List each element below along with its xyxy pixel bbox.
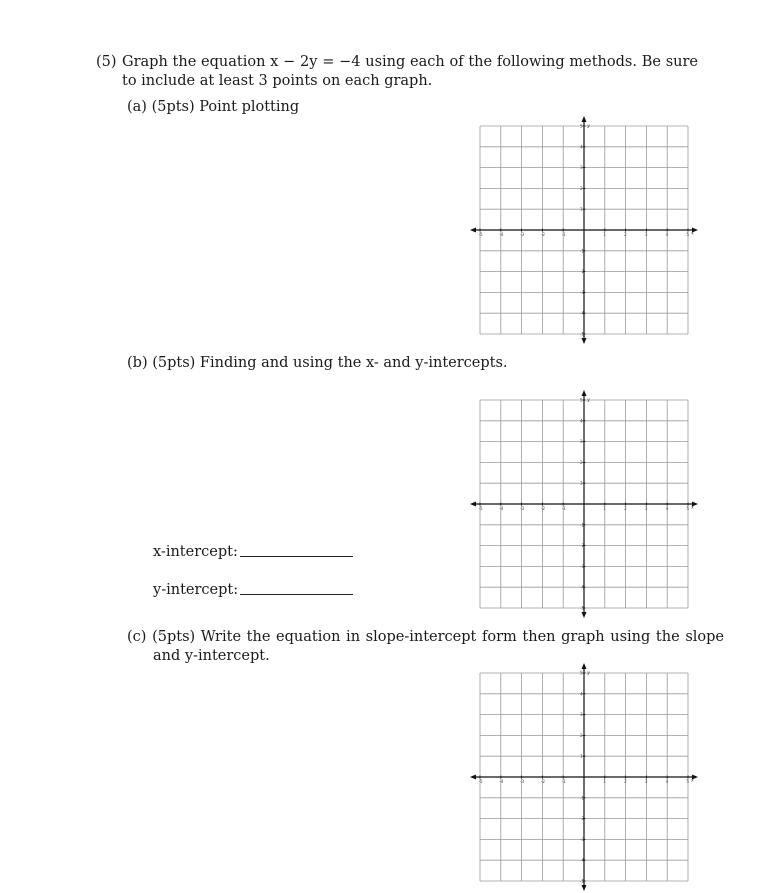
x-tick-label: 1	[603, 506, 606, 511]
x-tick-label: 2	[624, 232, 627, 237]
y-intercept-answer-line[interactable]	[240, 594, 353, 595]
x-tick-label: 3	[644, 506, 648, 511]
x-tick-label: 5	[686, 779, 690, 784]
x-tick-label: -5	[478, 232, 483, 237]
x-tick-label: 4	[665, 506, 669, 511]
y-tick-label: 1	[580, 753, 583, 759]
y-tick-label: -4	[580, 584, 584, 590]
x-tick-label: -4	[499, 232, 504, 237]
x-axis-label: x	[691, 230, 694, 237]
y-tick-label: -3	[580, 563, 584, 569]
y-tick-label: 5	[580, 397, 583, 403]
x-tick-label: -1	[561, 779, 566, 784]
coordinate-grid[interactable]	[470, 663, 700, 893]
x-tick-label: 1	[603, 779, 606, 784]
x-tick-label: -2	[540, 779, 545, 784]
y-tick-label: -4	[580, 857, 584, 863]
y-tick-label: -3	[580, 836, 584, 842]
y-tick-label: 5	[580, 123, 583, 129]
y-tick-label: -2	[580, 543, 584, 549]
y-tick-label: -5	[580, 878, 584, 884]
part-a-label: (a) (5pts) Point plotting	[127, 99, 300, 115]
y-tick-label: 1	[580, 480, 583, 486]
x-tick-label: 2	[624, 779, 627, 784]
x-tick-label: -1	[561, 232, 566, 237]
x-tick-label: 4	[665, 779, 669, 784]
x-axis-arrow-left-icon	[470, 228, 476, 233]
y-tick-label: -5	[580, 605, 584, 611]
x-tick-label: -2	[540, 506, 545, 511]
y-tick-label: -2	[580, 269, 584, 275]
x-intercept-answer-line[interactable]	[240, 556, 353, 557]
y-tick-label: -3	[580, 289, 584, 295]
y-tick-label: 1	[580, 206, 583, 212]
x-tick-label: -3	[520, 232, 525, 237]
y-tick-label: 2	[580, 732, 583, 738]
y-tick-label: -2	[580, 816, 584, 822]
y-tick-label: -1	[580, 248, 584, 254]
y-tick-label: -4	[580, 310, 584, 316]
x-tick-label: -4	[499, 779, 504, 784]
part-c-label: (c) (5pts) Write the equation in slope-intercept form then graph using the slope and y-intercept.	[127, 629, 724, 664]
y-tick-label: 2	[580, 185, 583, 191]
graph-a[interactable]	[470, 116, 700, 346]
x-intercept-label: x-intercept:	[153, 544, 238, 560]
y-tick-label: -1	[580, 522, 584, 528]
x-tick-label: -4	[499, 506, 504, 511]
x-tick-label: -5	[478, 779, 483, 784]
x-tick-label: 2	[624, 506, 627, 511]
y-tick-label: -5	[580, 331, 584, 337]
x-tick-label: 1	[603, 232, 606, 237]
part-b-label: (b) (5pts) Finding and using the x- and y-intercepts.	[127, 355, 508, 371]
graph-c[interactable]	[470, 663, 700, 893]
x-tick-label: 5	[686, 506, 690, 511]
graph-b[interactable]	[470, 390, 700, 620]
x-tick-label: 3	[644, 232, 648, 237]
x-tick-label: 5	[686, 232, 690, 237]
y-tick-label: -1	[580, 795, 584, 801]
y-axis-arrow-down-icon	[582, 338, 587, 344]
x-axis-label: x	[691, 504, 694, 511]
x-tick-label: -1	[561, 506, 566, 511]
y-tick-label: 4	[580, 418, 583, 424]
y-tick-label: 3	[580, 439, 583, 445]
y-axis-label: y	[587, 670, 590, 676]
y-axis-arrow-down-icon	[582, 612, 587, 618]
question-number: (5)	[96, 54, 117, 70]
y-tick-label: 4	[580, 691, 583, 697]
y-axis-arrow-down-icon	[582, 885, 587, 891]
x-tick-label: -3	[520, 779, 525, 784]
x-axis-arrow-left-icon	[470, 775, 476, 780]
y-axis-label: y	[587, 123, 590, 129]
x-tick-label: -5	[478, 506, 483, 511]
y-axis-label: y	[587, 397, 590, 403]
x-tick-label: 3	[644, 779, 648, 784]
question-text: Graph the equation x − 2y = −4 using each of the following methods. Be sure to include at least 3 points on each graph.	[122, 54, 698, 89]
coordinate-grid[interactable]	[470, 116, 700, 346]
x-axis-label: x	[691, 777, 694, 784]
y-tick-label: 4	[580, 144, 583, 150]
y-axis-arrow-up-icon	[582, 390, 587, 396]
y-tick-label: 3	[580, 712, 583, 718]
x-axis-arrow-left-icon	[470, 502, 476, 507]
y-tick-label: 3	[580, 165, 583, 171]
y-axis-arrow-up-icon	[582, 116, 587, 122]
y-tick-label: 5	[580, 670, 583, 676]
x-tick-label: 4	[665, 232, 669, 237]
y-axis-arrow-up-icon	[582, 663, 587, 669]
x-tick-label: -3	[520, 506, 525, 511]
coordinate-grid[interactable]	[470, 390, 700, 620]
y-intercept-label: y-intercept:	[153, 582, 239, 598]
y-tick-label: 2	[580, 459, 583, 465]
x-tick-label: -2	[540, 232, 545, 237]
